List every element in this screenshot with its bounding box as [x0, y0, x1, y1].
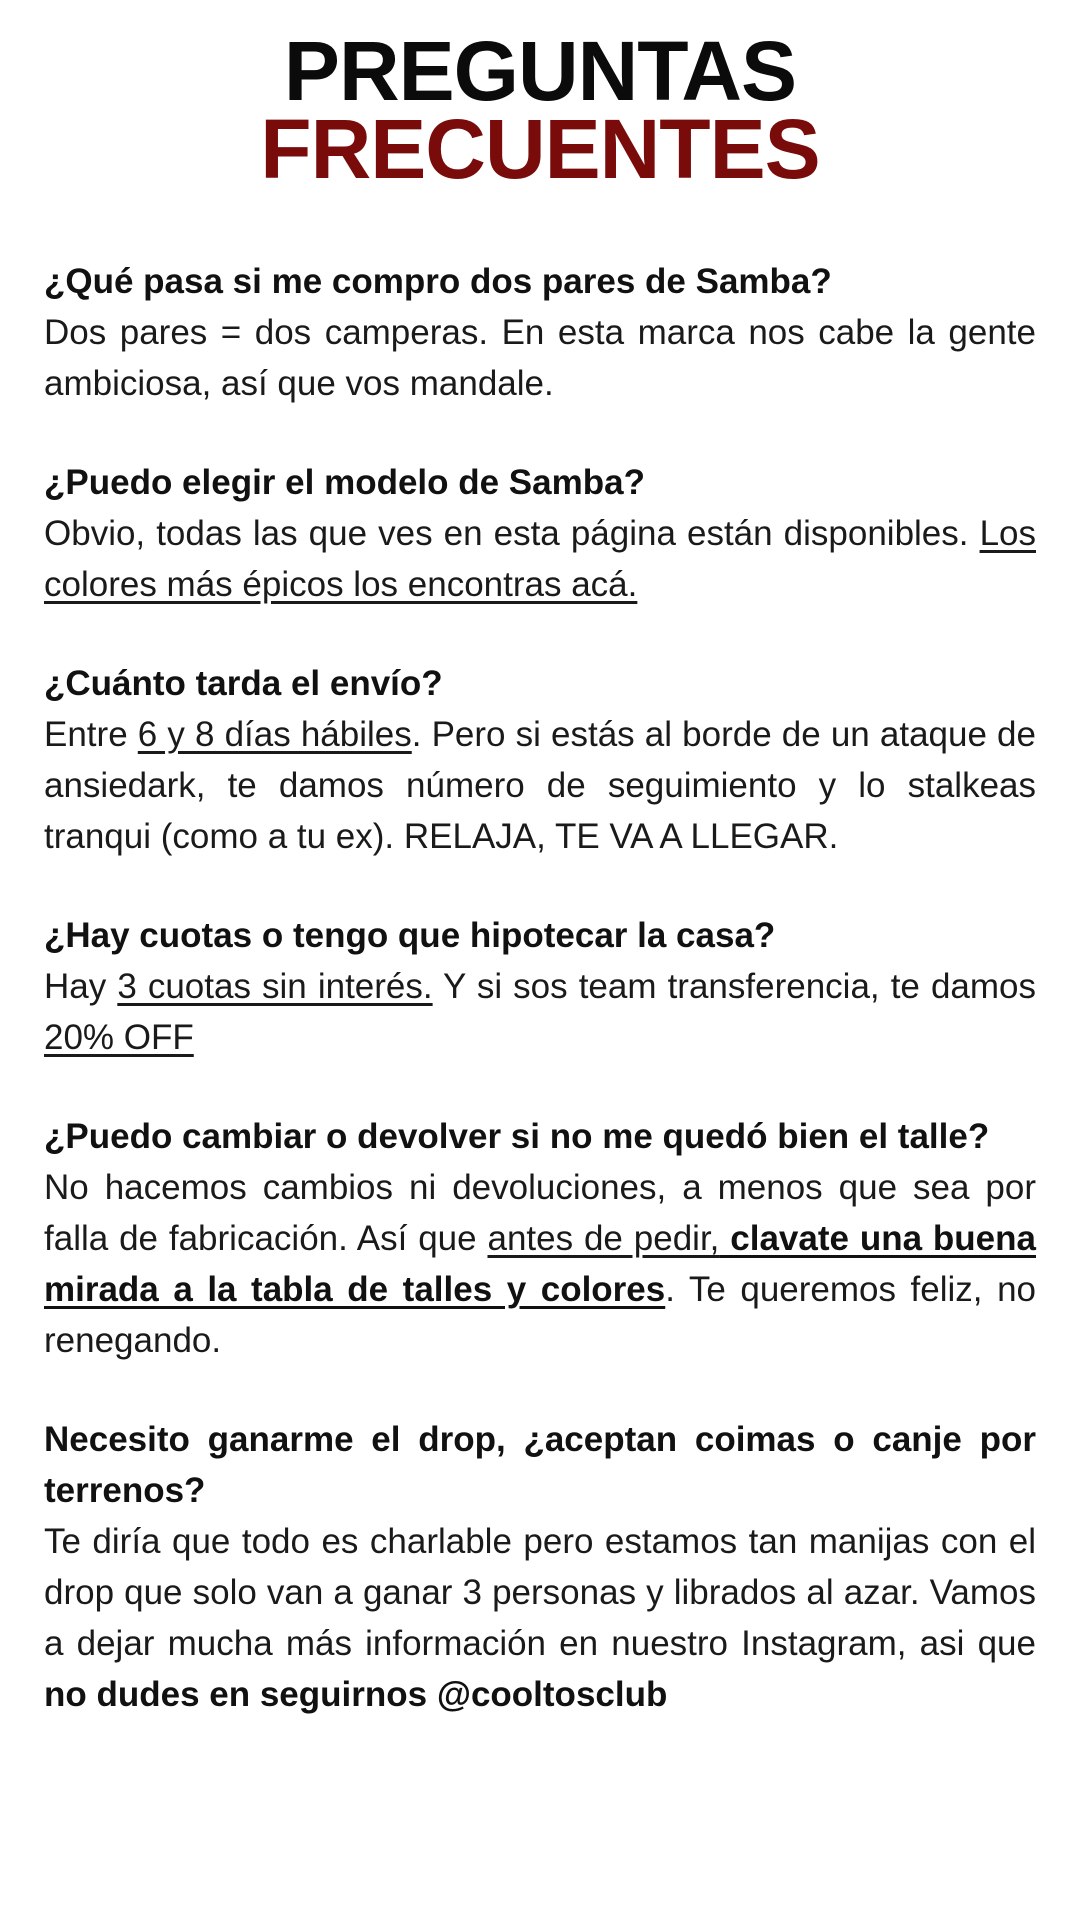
answer-text: Y si sos team transferencia, te damos	[432, 967, 1037, 1006]
size-chart-link[interactable]: clavate una buena mirada a la tabla de talles y colores	[44, 1219, 1036, 1309]
faq-item	[44, 910, 1036, 1063]
faq-answer	[44, 961, 1036, 1063]
answer-text: Hay	[44, 967, 118, 1006]
answer-text: . Pero si estás al borde de un ataque de ansiedark, te damos número de seguimiento y lo stalkeas tranqui (como a tu ex). RELAJA, TE VA A LLEGAR.	[44, 715, 1036, 856]
faq-item	[44, 1111, 1036, 1366]
faq-question: ¿Puedo cambiar o devolver si no me quedó bien el talle?	[44, 1117, 990, 1156]
faq-answer	[44, 508, 1036, 610]
answer-text: Obvio, todas las que ves en esta página están disponibles.	[44, 514, 980, 553]
faq-item	[44, 1414, 1036, 1720]
faq-question: Necesito ganarme el drop, ¿aceptan coimas o canje por terrenos?	[44, 1420, 1036, 1510]
faq-answer	[44, 709, 1036, 862]
colors-link[interactable]: Los colores más épicos los encontras acá.	[44, 514, 1036, 604]
answer-text: . Te queremos feliz, no renegando.	[44, 1270, 1036, 1360]
page-title	[44, 0, 1036, 196]
faq-question: ¿Qué pasa si me compro dos pares de Samba?	[44, 262, 832, 301]
title-line-2: FRECUENTES	[260, 102, 820, 196]
answer-text: No hacemos cambios ni devoluciones, a menos que sea por falla de fabricación. Así que	[44, 1168, 1036, 1258]
discount-link[interactable]: 20% OFF	[44, 1018, 194, 1057]
instagram-handle[interactable]: no dudes en seguirnos @cooltosclub	[44, 1675, 668, 1714]
faq-question: ¿Hay cuotas o tengo que hipotecar la casa?	[44, 916, 776, 955]
answer-text: Entre	[44, 715, 138, 754]
faq-item	[44, 658, 1036, 862]
faq-item	[44, 457, 1036, 610]
faq-answer	[44, 1162, 1036, 1366]
faq-answer	[44, 1516, 1036, 1720]
faq-list	[44, 256, 1036, 1720]
faq-item	[44, 256, 1036, 409]
installments-link[interactable]: 3 cuotas sin interés.	[117, 967, 433, 1006]
shipping-time-link[interactable]: 6 y 8 días hábiles	[137, 715, 412, 754]
faq-question: ¿Puedo elegir el modelo de Samba?	[44, 463, 645, 502]
before-ordering-link[interactable]: antes de pedir,	[487, 1219, 720, 1258]
faq-question: ¿Cuánto tarda el envío?	[44, 664, 443, 703]
faq-answer: Dos pares = dos camperas. En esta marca nos cabe la gente ambiciosa, así que vos mandale.	[44, 313, 1036, 403]
title-line-1: PREGUNTAS	[283, 24, 797, 118]
answer-text: Te diría que todo es charlable pero estamos tan manijas con el drop que solo van a ganar 3 personas y librados al azar. Vamos a dejar mucha más información en nuestro Instagram, asi que	[44, 1522, 1036, 1663]
